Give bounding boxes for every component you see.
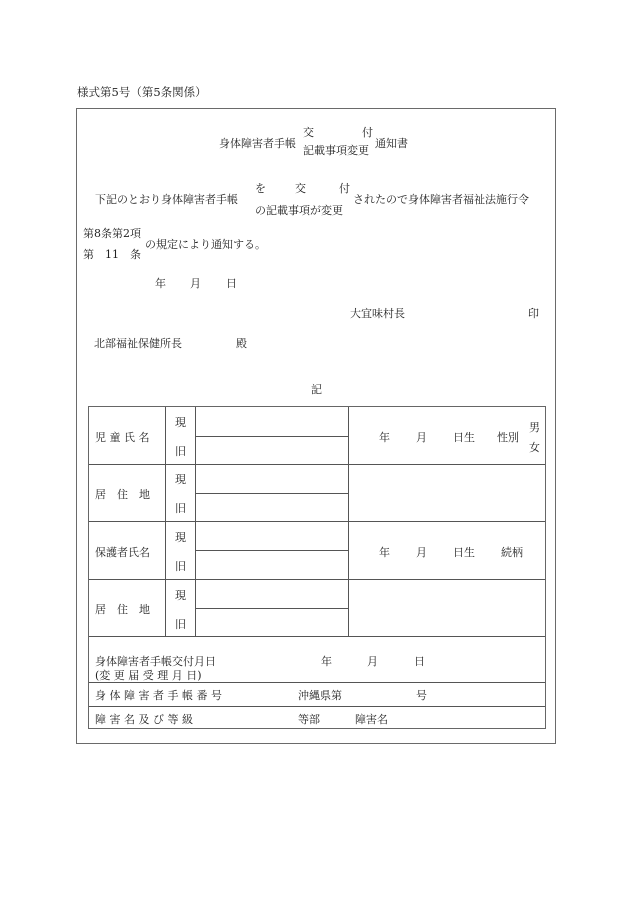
- guardian-birth-day-label: 日生: [453, 546, 475, 559]
- sex-option-female[interactable]: 女: [529, 441, 540, 454]
- date-year-label: 年: [155, 277, 166, 290]
- child-address-former-label: 旧: [175, 502, 186, 515]
- child-birth-year-label: 年: [379, 431, 390, 444]
- child-address-current-label: 現: [175, 473, 186, 486]
- date-month-label: 月: [190, 277, 201, 290]
- title-main: 身体障害者手帳: [219, 137, 296, 150]
- row-divider: [89, 521, 545, 522]
- issuer-mayor: 大宜味村長: [350, 307, 405, 320]
- child-name-former-field[interactable]: [197, 437, 347, 463]
- guardian-name-label: 保護者氏名: [95, 546, 150, 559]
- issue-day-label: 日: [414, 655, 425, 668]
- issue-month-label: 月: [367, 655, 378, 668]
- seal-mark: 印: [528, 307, 539, 320]
- guardian-birth-year-label: 年: [379, 546, 390, 559]
- disability-label: 障 害 名 及 び 等 級: [95, 713, 193, 726]
- column-divider: [348, 407, 349, 636]
- article-option-11: 第 11 条: [83, 248, 141, 261]
- guardian-address-former-label: 旧: [175, 618, 186, 631]
- row-divider: [195, 493, 349, 494]
- body-text-prefix: 下記のとおり身体障害者手帳: [95, 193, 238, 206]
- body-option-issue-b: 付: [339, 182, 350, 195]
- title-option-change: 記載事項変更: [303, 144, 369, 157]
- guardian-name-current-field[interactable]: [197, 523, 347, 549]
- child-address-current-field[interactable]: [197, 466, 347, 492]
- guardian-address-current-field[interactable]: [197, 581, 347, 607]
- date-day-label: 日: [226, 277, 237, 290]
- child-birth-month-label: 月: [416, 431, 427, 444]
- title-option-issue-b: 付: [362, 126, 373, 139]
- title-suffix: 通知書: [375, 137, 408, 150]
- row-divider: [89, 579, 545, 580]
- row-divider: [195, 550, 349, 551]
- addressee-name: 北部福祉保健所長: [94, 337, 182, 350]
- child-birth-day-label: 日生: [453, 431, 475, 444]
- column-divider: [165, 407, 166, 636]
- handbook-number-label: 身 体 障 害 者 手 帳 番 号: [95, 689, 222, 702]
- child-name-current-field[interactable]: [197, 408, 347, 435]
- column-divider: [195, 407, 196, 636]
- title-option-issue-a: 交: [303, 126, 314, 139]
- child-name-former-label: 旧: [175, 445, 186, 458]
- issue-year-label: 年: [321, 655, 332, 668]
- body-option-change: の記載事項が変更: [255, 204, 343, 217]
- article-option-8: 第8条第2項: [83, 227, 141, 240]
- issue-date-label: 身体障害者手帳交付月日: [95, 655, 216, 668]
- child-address-former-field[interactable]: [197, 495, 347, 520]
- disability-name-label: 障害名: [355, 713, 388, 726]
- ki-heading: 記: [311, 383, 322, 396]
- guardian-name-former-label: 旧: [175, 560, 186, 573]
- guardian-birth-month-label: 月: [416, 546, 427, 559]
- body-option-issue-wo: を: [255, 182, 266, 195]
- row-divider: [89, 706, 545, 707]
- child-name-current-label: 現: [175, 416, 186, 429]
- sex-label: 性別: [497, 431, 519, 444]
- guardian-address-label: 居 住 地: [95, 603, 150, 616]
- disability-grade-label: 等部: [298, 713, 320, 726]
- guardian-name-current-label: 現: [175, 531, 186, 544]
- handbook-number-suffix: 号: [416, 689, 427, 702]
- body-text-suffix: されたので身体障害者福祉法施行令: [353, 193, 529, 206]
- relationship-label: 続柄: [501, 546, 523, 559]
- row-divider: [89, 464, 545, 465]
- row-divider: [195, 608, 349, 609]
- guardian-name-former-field[interactable]: [197, 552, 347, 578]
- row-divider: [89, 636, 545, 637]
- handbook-number-prefix: 沖縄県第: [298, 689, 342, 702]
- change-date-label: (変 更 届 受 理 月 日): [95, 669, 202, 682]
- addressee-honorific: 殿: [236, 337, 247, 350]
- body-option-issue-a: 交: [295, 182, 306, 195]
- form-number-label: 様式第5号（第5条関係）: [77, 85, 207, 99]
- guardian-address-former-field[interactable]: [197, 610, 347, 635]
- child-address-label: 居 住 地: [95, 488, 150, 501]
- details-table: [88, 406, 546, 729]
- body-text-closing: の規定により通知する。: [145, 238, 266, 251]
- guardian-address-current-label: 現: [175, 589, 186, 602]
- sex-option-male[interactable]: 男: [529, 421, 540, 434]
- child-name-label: 児 童 氏 名: [95, 431, 150, 444]
